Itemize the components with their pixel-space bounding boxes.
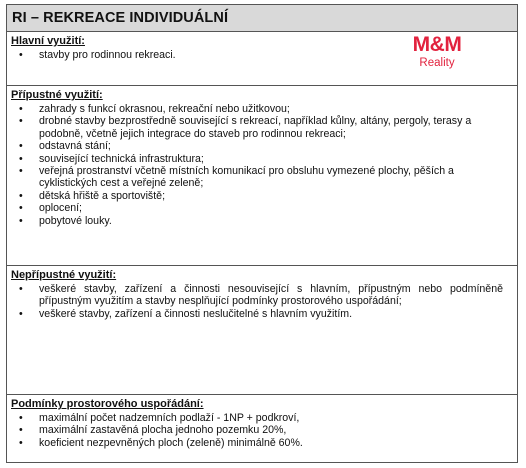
bullet-icon: • [19, 140, 23, 153]
logo-subtitle: Reality [419, 57, 455, 69]
list-item: • zahrady s funkcí okrasnou, rekreační nebo užitkovou; [19, 103, 290, 115]
bullet-icon: • [19, 49, 23, 61]
bullet-icon: • [19, 202, 23, 215]
zoning-table [6, 4, 518, 463]
list-item: • drobné stavby bezprostředně související s rekreací, například kůlny, altány, pergoly, terasy a podobně, včetně jejich integrace do staveb pro rodinnou rekreaci; [19, 115, 472, 140]
bullet-icon: • [19, 424, 23, 437]
bullet-icon: • [19, 412, 23, 424]
list-item: • související technická infrastruktura; [19, 152, 204, 165]
spatial-conditions-list [11, 412, 513, 449]
list-item: • pobytové louky. [19, 214, 112, 227]
list-item: • dětská hřiště a sportoviště; [19, 189, 166, 202]
list-item: • veškeré stavby, zařízení a činnosti nesouvisející s hlavním, přípustným nebo podmíněně přípustným využitím a stavby nesplňující podmínky prostorového uspořádání; [19, 283, 503, 308]
section-allowed-use [7, 86, 517, 266]
list-item: • veřejná prostranství včetně místních komunikací pro obsluhu vymezené plochy, pěších a cyklistických cest a veřejné zeleně; [19, 165, 454, 190]
bullet-icon: • [19, 103, 23, 115]
section-heading-forbidden-use: Nepřípustné využití: [11, 269, 117, 281]
brand-logo [405, 34, 469, 70]
list-item: • veškeré stavby, zařízení a činnosti neslučitelné s hlavním využitím. [19, 307, 353, 320]
bullet-icon: • [19, 152, 23, 165]
allowed-use-list [11, 103, 513, 227]
list-item: • koeficient nezpevněných ploch (zeleně) minimálně 60%. [19, 436, 303, 449]
list-item: • oplocení; [19, 202, 82, 215]
bullet-icon: • [19, 165, 23, 178]
bullet-icon: • [19, 307, 23, 320]
logo-mark: M&M [412, 33, 462, 56]
section-heading-allowed-use: Přípustné využití: [11, 89, 103, 101]
section-heading-spatial-conditions: Podmínky prostorového uspořádání: [11, 398, 204, 410]
section-heading-main-use: Hlavní využití: [11, 35, 85, 47]
section-main-use [7, 32, 517, 86]
table-title: RI – REKREACE INDIVIDUÁLNÍ [12, 10, 229, 26]
forbidden-use-list [11, 283, 513, 320]
list-item: • maximální počet nadzemních podlaží - 1NP + podkroví, [19, 412, 300, 424]
bullet-icon: • [19, 436, 23, 449]
list-item: • maximální zastavěná plocha jednoho pozemku 20%, [19, 424, 287, 437]
bullet-icon: • [19, 214, 23, 227]
list-item: • odstavná stání; [19, 140, 111, 153]
bullet-icon: • [19, 115, 23, 128]
section-spatial-conditions [7, 395, 517, 462]
section-forbidden-use [7, 266, 517, 395]
bullet-icon: • [19, 283, 23, 295]
bullet-icon: • [19, 189, 23, 202]
list-item: • stavby pro rodinnou rekreaci. [19, 49, 176, 61]
table-title-bar [7, 5, 517, 32]
